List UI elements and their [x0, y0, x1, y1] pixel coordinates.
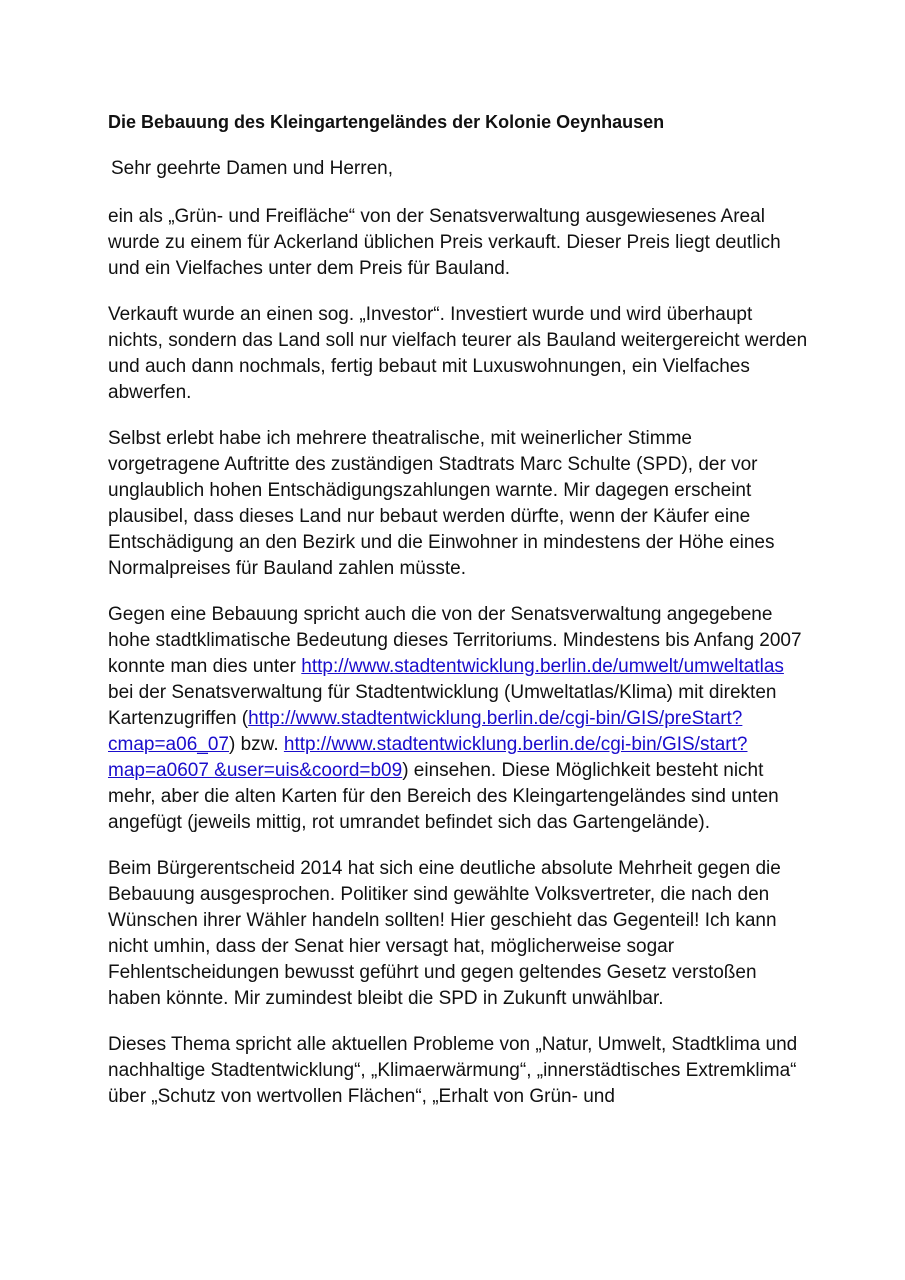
umweltatlas-link[interactable]: http://www.stadtentwicklung.berlin.de/umwelt/umweltatlas — [301, 656, 784, 677]
paragraph-climate-text-1: Gegen eine Bebauung spricht auch die von der Senatsverwaltung angegebene hohe stadtklimatische Bedeutung dieses Territoriums. Mindestens bis Anfang 2007 konnte man dies unter — [108, 604, 802, 677]
paragraph-investor: Verkauft wurde an einen sog. „Investor“. Investiert wurde und wird überhaupt nichts, sondern das Land soll nur vielfach teurer als Bauland weitergereicht werden und auch dann nochmals, fertig bebaut mit Luxuswohnungen, ein Vielfaches abwerfen. — [108, 304, 808, 403]
paragraph-sale: ein als „Grün- und Freifläche“ von der Senatsverwaltung ausgewiesenes Areal wurde zu einem für Ackerland üblichen Preis verkauft. Dieser Preis liegt deutlich und ein Vielfaches unter dem Preis für Bauland. — [108, 206, 781, 279]
paragraph-climate-text-3: ) bzw. — [228, 734, 284, 755]
paragraph-climate-text-4: ) einsehen. Diese Möglichkeit besteht nicht mehr, aber die alten Karten für den Bereich des Kleingartengeländes sind unten angefügt (jeweils mittig, rot umrandet befindet sich das Gartengelände). — [108, 760, 779, 833]
paragraph-topics: Dieses Thema spricht alle aktuellen Probleme von „Natur, Umwelt, Stadtklima und nachhaltige Stadtentwicklung“, „Klimaerwärmung“, „innerstädtisches Extremklima“ über „Schutz von wertvollen Flächen“, „Erhalt von Grün- und — [108, 1034, 798, 1107]
document-title: Die Bebauung des Kleingartengeländes der Kolonie Oeynhausen — [108, 112, 665, 132]
paragraph-climate — [108, 602, 808, 836]
paragraph-stadtrat: Selbst erlebt habe ich mehrere theatralische, mit weinerlicher Stimme vorgetragene Auftritte des zuständigen Stadtrats Marc Schulte (SPD), der vor unglaublich hohen Entschädigungszahlungen warnte. Mir dagegen erscheint plausibel, dass dieses Land nur bebaut werden dürfte, wenn der Käufer eine Entschädigung an den Bezirk und die Einwohner in mindestens der Höhe eines Normalpreises für Bauland zahlen müsste. — [108, 428, 775, 579]
paragraph-climate-text-2: bei der Senatsverwaltung für Stadtentwicklung (Umweltatlas/Klima) mit direkten Kartenzugriffen ( — [108, 682, 777, 729]
start-map-link[interactable]: http://www.stadtentwicklung.berlin.de/cgi-bin/GIS/start?map=a0607 &user=uis&coord=b09 — [108, 734, 748, 781]
document-page — [108, 110, 808, 1130]
paragraph-referendum: Beim Bürgerentscheid 2014 hat sich eine deutliche absolute Mehrheit gegen die Bebauung ausgesprochen. Politiker sind gewählte Volksvertreter, die nach den Wünschen ihrer Wähler handeln sollten! Hier geschieht das Gegenteil! Ich kann nicht umhin, dass der Senat hier versagt hat, möglicherweise sogar Fehlentscheidungen bewusst geführt und gegen geltendes Gesetz verstoßen haben könnte. Mir zumindest bleibt die SPD in Zukunft unwählbar. — [108, 858, 781, 1009]
salutation: Sehr geehrte Damen und Herren, — [111, 158, 393, 179]
prestart-map-link[interactable]: http://www.stadtentwicklung.berlin.de/cgi-bin/GIS/preStart?cmap=a06_07 — [108, 708, 743, 755]
